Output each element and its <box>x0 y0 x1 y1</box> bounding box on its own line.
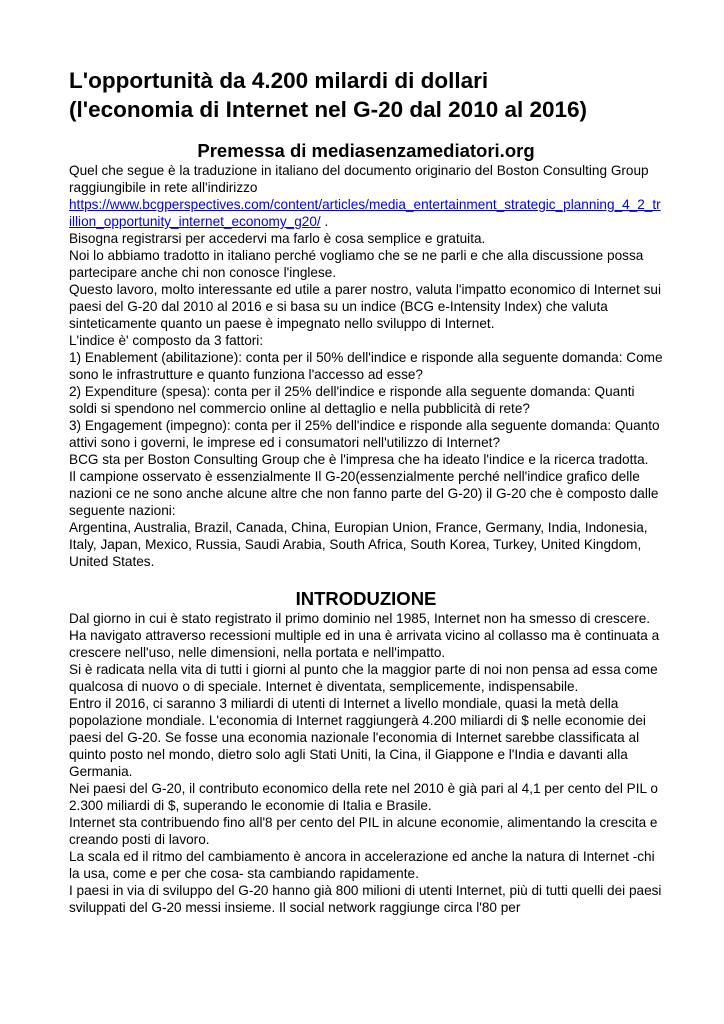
premessa-heading: Premessa di mediasenzamediatori.org <box>197 140 535 161</box>
premessa-intro-text: Quel che segue è la traduzione in italiano del documento originario del Boston Consulting Group raggiungibile in rete all'indirizzo <box>69 163 649 195</box>
introduzione-paragraph: La scala ed il ritmo del cambiamento è ancora in accelerazione ed anche la natura di Internet -chi la usa, come e per che cosa- sta cambiando rapidamente. <box>69 849 655 881</box>
introduzione-paragraph: Internet sta contribuendo fino all'8 per cento del PIL in alcune economie, alimentando la crescita e creando posti di lavoro. <box>69 815 658 847</box>
document-title-line-1: L'opportunità da 4.200 milardi di dollari <box>69 68 489 93</box>
premessa-intro-paragraph <box>69 162 663 230</box>
introduzione-paragraph: Si è radicata nella vita di tutti i giorni al punto che la maggior parte di noi non pensa ad essa come qualcosa di nuovo o di speciale. Internet è diventata, semplicemente, indispensabile. <box>69 662 658 694</box>
introduzione-paragraph: Nei paesi del G-20, il contributo economico della rete nel 2010 è già pari al 4,1 per cento del PIL o 2.300 miliardi di $, superando le economie di Italia e Brasile. <box>69 781 658 813</box>
premessa-paragraph: BCG sta per Boston Consulting Group che è l'impresa che ha ideato l'indice e la ricerca tradotta. <box>69 452 649 467</box>
premessa-paragraph: 2) Expenditure (spesa): conta per il 25% dell'indice e risponde alla seguente domanda: Quanti soldi si spendono nel commercio online al dettaglio e nella pubblicità di rete? <box>69 384 635 416</box>
premessa-paragraph: Noi lo abbiamo tradotto in italiano perché vogliamo che se ne parli e che alla discussione possa partecipare anche chi non conosce l'inglese. <box>69 248 644 280</box>
premessa-paragraph: 3) Engagement (impegno): conta per il 25% dell'indice e risponde alla seguente domanda: Quanto attivi sono i governi, le imprese ed i consumatori nell'utilizzo di Internet? <box>69 418 660 450</box>
introduzione-paragraph: Dal giorno in cui è stato registrato il primo dominio nel 1985, Internet non ha smesso di crescere. Ha navigato attraverso recessioni multiple ed in una è arrivata vicino al collasso ma è continuata a crescere nell'uso, nelle dimensioni, nella portata e nell'impatto. <box>69 611 660 660</box>
document-body <box>69 66 663 916</box>
premessa-paragraph: Argentina, Australia, Brazil, Canada, China, Europian Union, France, Germany, India, Indonesia, Italy, Japan, Mexico, Russia, Saudi Arabia, South Africa, South Korea, Turkey, United Kingdom, United States. <box>69 520 648 569</box>
source-link-suffix: . <box>320 214 329 229</box>
premessa-paragraph: Bisogna registrarsi per accedervi ma farlo è cosa semplice e gratuita. <box>69 231 486 246</box>
introduzione-heading: INTRODUZIONE <box>295 588 437 609</box>
introduzione-paragraph: I paesi in via di sviluppo del G-20 hanno già 800 milioni di utenti Internet, più di tutti quelli dei paesi sviluppati del G-20 messi insieme. Il social network raggiunge circa l'80 per <box>69 883 662 915</box>
premessa-paragraph: L'indice è' composto da 3 fattori: <box>69 333 264 348</box>
document-title <box>69 66 663 124</box>
introduzione-paragraph: Entro il 2016, ci saranno 3 miliardi di utenti di Internet a livello mondiale, quasi la metà della popolazione mondiale. L'economia di Internet raggiungerà 4.200 miliardi di $ nelle economie dei paesi del G-20. Se fosse una economia nazionale l'economia di Internet sarebbe classificata al quinto posto nel mondo, dietro solo agli Stati Uniti, la Cina, il Giappone e l'India e davanti alla Germania. <box>69 696 646 779</box>
premessa-paragraph: Il campione osservato è essenzialmente Il G-20(essenzialmente perché nell'indice grafico delle nazioni ce ne sono anche alcune altre che non fanno parte del G-20) il G-20 che è composto dalle seguente nazioni: <box>69 469 659 518</box>
premessa-paragraph: Questo lavoro, molto interessante ed utile a parer nostro, valuta l'impatto economico di Internet sui paesi del G-20 dal 2010 al 2016 e si basa su un indice (BCG e-Intensity Index) che valuta sinteticamente quanto un paese è impegnato nello sviluppo di Internet. <box>69 282 661 331</box>
source-link[interactable]: https://www.bcgperspectives.com/content/articles/media_entertainment_strategic_planning_4_2_trillion_opportunity_internet_economy_g20/ <box>69 197 661 229</box>
premessa-paragraph: 1) Enablement (abilitazione): conta per il 50% dell'indice e risponde alla seguente domanda: Come sono le infrastrutture e quanto funziona l'accesso ad esse? <box>69 350 663 382</box>
document-title-line-2: (l'economia di Internet nel G-20 dal 2010 al 2016) <box>69 97 588 122</box>
